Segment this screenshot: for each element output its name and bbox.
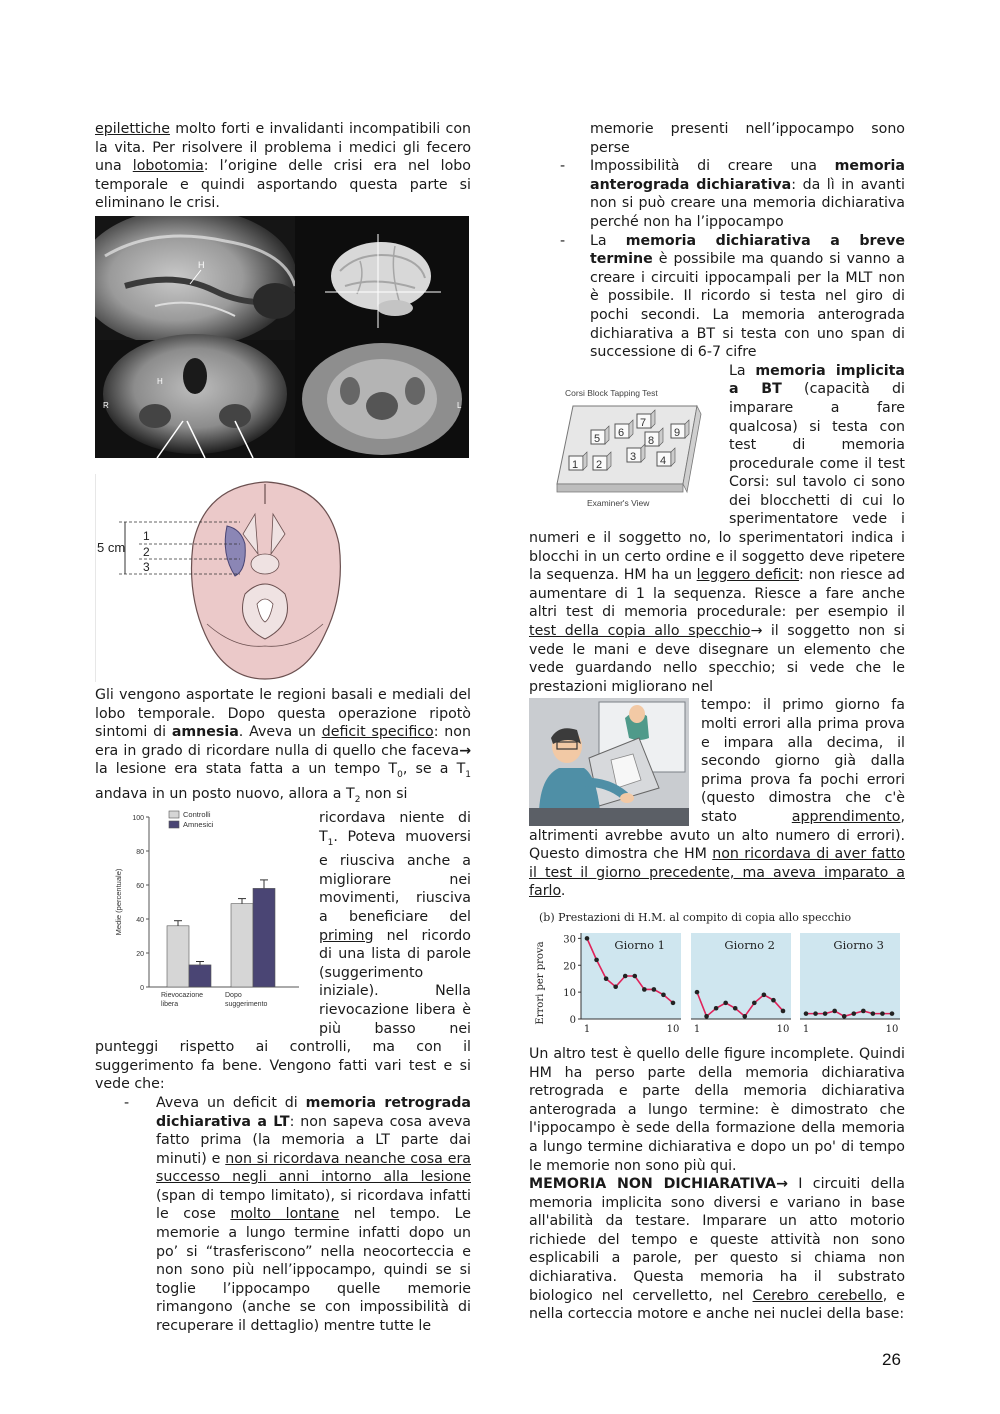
- svg-text:8: 8: [648, 434, 655, 447]
- line-point: [752, 1001, 757, 1006]
- mri-label-l: L: [457, 400, 462, 410]
- corsi-block: [529, 362, 905, 697]
- bar-y-tick-label: 20: [136, 951, 144, 959]
- paragraph-intro: epilettiche molto forti e invalidanti incompatibili con la vita. Per risolvere il problema i medici gli fecero una lobotomia: l’origine delle crisi era nel lobo temporale e quindi asportando questa parte si eliminano le crisi.: [95, 121, 471, 212]
- bar-y-axis-label: Medie (percentuale): [114, 868, 123, 936]
- bullet-list-right: [529, 120, 905, 362]
- svg-text:4: 4: [660, 454, 667, 467]
- line-chart-title: (b) Prestazioni di H.M. al compito di copia allo specchio: [539, 910, 852, 924]
- arrow-icon: →: [750, 623, 763, 640]
- mri-brain-figure: [95, 216, 469, 458]
- bar-category-label: Rievocazione: [161, 992, 204, 1000]
- line-x-tick-label: 1: [802, 1023, 810, 1035]
- line-point: [823, 1011, 828, 1016]
- line-chart-y-label: Errori per prova: [535, 941, 546, 1025]
- term-memoria-retrograda: memoria retrograda dichiarativa a LT: [156, 1094, 471, 1130]
- line-point: [742, 1014, 747, 1019]
- line-panel-title: Giorno 3: [833, 937, 884, 952]
- svg-text:9: 9: [674, 426, 681, 439]
- line-panel-title: Giorno 1: [614, 937, 665, 952]
- line-point: [804, 1011, 809, 1016]
- paragraph-memoria-implicita: La memoria implicita a BT (capacità di imparare a fare qualcosa) si testa con test di memoria procedurale come il test Corsi: sul tavolo ci sono dei blocchetti di cui lo sperimentatore vede i numeri e il soggetto no, lo sperimentatori indica i blocchi in un certo ordine e il soggetto deve ripetere la sequenza. HM ha un leggero deficit: non riesce ad aumentare di 1 la sequenza. Riesce a fare anche altri test di memoria procedurale: per esempio il test della copia allo specchio→ il soggetto non si vede le mani e deve disegnare un elemento che vede guardando nello specchio; si vede che le prestazioni migliorano nel: [529, 362, 906, 695]
- brain-3d-render: [295, 216, 469, 340]
- svg-text:6: 6: [618, 426, 625, 439]
- term-memoria-breve-termine: memoria dichiarativa a breve termine: [590, 232, 905, 268]
- line-point: [890, 1011, 895, 1016]
- legend-label-amnesici: Amnesici: [183, 820, 214, 830]
- line-point: [642, 987, 647, 992]
- bullet-list-left: [95, 1094, 471, 1336]
- bullet-retrograda: - Aveva un deficit di memoria retrograda dichiarativa a LT: non sapeva cosa aveva fatto prima (la memoria a LT parte dai minuti) e non si ricordava neanche cosa era successo negli anni intorno alla lesione (span di tempo limitato), si ricordava infatti le cose molto lontane nel tempo. Le memorie a lungo termine infatti dopo un po’ si “trasferiscono” nella neocorteccia e non sono più nell’ippocampo, quindi se si toglie l’ippocampo quelle memorie rimangono (anche se con impossibilità di recuperare il dettaglio) mentre tutte le: [124, 1094, 471, 1335]
- corsi-test-figure: [529, 384, 725, 512]
- priming-block: [95, 809, 471, 1094]
- left-column: [95, 120, 471, 1336]
- line-point: [695, 990, 700, 995]
- priming-bar-chart: [95, 809, 311, 1021]
- mirror-tracing-line-chart: [529, 909, 905, 1041]
- legend-swatch-amnesici: [169, 821, 179, 828]
- line-point: [842, 1014, 847, 1019]
- bar-y-tick-label: 60: [136, 883, 144, 891]
- line-point: [671, 1001, 676, 1006]
- bar-category-label: suggerimento: [225, 1001, 268, 1009]
- scale-mark-2: 2: [143, 544, 150, 559]
- line-panel-title: Giorno 2: [724, 937, 775, 952]
- bar-amnesici-1: [253, 889, 275, 988]
- mri-label-h: H: [198, 259, 205, 270]
- scale-mark-1: 1: [143, 528, 150, 543]
- line-x-tick-label: 1: [583, 1023, 591, 1035]
- legend-swatch-controlli: [169, 811, 179, 818]
- term-memoria-non-dichiarativa: MEMORIA NON DICHIARATIVA: [529, 1176, 776, 1193]
- right-column: [529, 120, 905, 1324]
- legend-label-controlli: Controlli: [183, 810, 211, 820]
- line-point: [585, 936, 590, 941]
- paragraph-figure-incomplete: Un altro test è quello delle figure incomplete. Quindi HM ha perso parte della memoria dichiarativa retrograda e parte della memoria dichiarativa anterograda a lungo termine: è dimostrato che l'ippocampo è sede della formazione della memoria a lungo termine dichiarativa e dopo un po' di tempo le memorie non sono più qui.: [529, 1045, 905, 1174]
- svg-text:2: 2: [596, 458, 603, 471]
- term-amnesia: amnesia: [171, 724, 239, 741]
- mirror-block: [529, 696, 905, 901]
- term-cerebro-cerebello: Cerebro cerebello: [752, 1287, 883, 1304]
- line-y-tick-label: 0: [569, 1014, 576, 1026]
- term-test-copia-specchio: test della copia allo specchio: [529, 623, 751, 640]
- scale-label: 5 cm: [97, 539, 126, 555]
- line-point: [781, 1009, 786, 1014]
- svg-text:1: 1: [572, 458, 579, 471]
- line-point: [832, 1009, 837, 1014]
- line-point: [604, 976, 609, 981]
- coronal-mri: [95, 334, 295, 458]
- term-deficit-specifico: deficit specifico: [321, 724, 434, 741]
- line-point: [652, 987, 657, 992]
- line-point: [714, 1006, 719, 1011]
- bullet-continuation: memorie presenti nell’ippocampo sono perse: [590, 121, 905, 156]
- line-point: [851, 1011, 856, 1016]
- line-x-tick-label: 10: [776, 1023, 790, 1035]
- bar-y-tick-label: 80: [136, 849, 144, 857]
- bullet-anterograda: - Impossibilità di creare una memoria anterograda dichiarativa: da lì in avanti non si può creare una memoria dichiarativa perché non ha l’ippocampo: [560, 158, 905, 230]
- paragraph-memoria-non-dichiarativa: MEMORIA NON DICHIARATIVA→ I circuiti della memoria implicita sono diversi e variano in base all'abilità da testare. Imparare un atto motorio richiede del tempo e queste attività non sono esplicabili a parole, per questo si chiama non dichiarativa. Questa memoria ha il substrato biologico nel cervelletto, nel Cerebro cerebello, e nella corteccia motore e anche nei nuclei della base:: [529, 1176, 906, 1323]
- line-y-tick-label: 10: [563, 988, 576, 1000]
- line-point: [623, 974, 628, 979]
- svg-text:7: 7: [640, 416, 647, 429]
- bar-controlli-0: [167, 926, 189, 987]
- axial-mri: [295, 340, 469, 458]
- page-number: 26: [882, 1350, 901, 1369]
- line-x-tick-label: 10: [666, 1023, 680, 1035]
- term-apprendimento: apprendimento: [791, 808, 901, 825]
- bar-amnesici-0: [189, 965, 211, 987]
- corsi-caption: Examiner's View: [587, 497, 650, 508]
- bar-category-label: Dopo: [225, 992, 242, 1000]
- line-point: [594, 958, 599, 963]
- term-priming: priming: [319, 927, 374, 944]
- line-point: [613, 984, 618, 989]
- mirror-drawing-illustration: [529, 698, 689, 826]
- line-point: [771, 998, 776, 1003]
- line-x-tick-label: 10: [885, 1023, 899, 1035]
- svg-text:3: 3: [630, 450, 637, 463]
- line-point: [733, 1006, 738, 1011]
- line-point: [861, 1009, 866, 1014]
- arrow-icon: →: [775, 1176, 788, 1193]
- line-point: [880, 1011, 885, 1016]
- bar-y-tick-label: 40: [136, 917, 144, 925]
- term-memoria-anterograda: memoria anterograda dichiarativa: [590, 158, 905, 193]
- bar-category-label: libera: [161, 1001, 179, 1009]
- line-point: [661, 992, 666, 997]
- line-point: [813, 1011, 818, 1016]
- line-point: [723, 1001, 728, 1006]
- line-point: [632, 974, 637, 979]
- line-point: [871, 1011, 876, 1016]
- bar-controlli-1: [231, 904, 253, 987]
- paragraph-priming: ricordava niente di $T_1$. Poteva muoversi e riusciva anche a migliorare nei movimenti, riusciva a beneficiare del priming nel ricordo di una lista di parole (suggerimento iniziale). Nella rievocazione libera è più basso nei punteggi rispetto ai controlli, ma con il suggerimento fa bene. Vengono fatti vari test e si vede che:: [95, 810, 471, 1093]
- brain-ventral-diagram: [95, 474, 469, 684]
- paragraph-amnesia: Gli vengono asportate le regioni basali e mediali del lobo temporale. Dopo questa operazione ripotò sintomi di amnesia. Aveva un deficit specifico: non era in grado di ricordare nulla di quello che faceva→ la lesione era stata fatta a un tempo $T_0$, se a $T_1$ andava in un posto nuovo, allora a $T_2$ non si: [95, 686, 471, 805]
- bullet-breve-termine: - La memoria dichiarativa a breve termine è possibile ma quando si vanno a creare i circuiti ippocampali per la MLT non è possibile. Il ricordo si testa nel giro di pochi secondi. La memoria anterograda dichiarativa a BT si testa con uno span di successione di 6-7 cifre: [560, 232, 905, 361]
- line-y-tick-label: 30: [563, 934, 576, 946]
- scale-mark-3: 3: [143, 559, 150, 574]
- mri-label-r: R: [103, 400, 109, 410]
- bar-y-tick-label: 0: [140, 985, 144, 993]
- term-memoria-implicita: memoria implicita a BT: [729, 362, 906, 398]
- line-point: [762, 992, 767, 997]
- paragraph-apprendimento: tempo: il primo giorno fa molti errori alla prima prova e impara alla decima, il secondo giorno già dalla prima prova fa pochi errori (questo dimostra che c'è stato apprendimento, altrimenti avrebbe avuto un alto numero di errori). Questo dimostra che HM non ricordava di aver fatto il test il giorno precedente, ma aveva imparato a farlo.: [529, 697, 905, 900]
- term-lobotomia: lobotomia: [132, 158, 204, 175]
- line-point: [704, 1014, 709, 1019]
- sagittal-mri: [95, 216, 297, 348]
- arrow-icon: →: [459, 742, 471, 759]
- corsi-title: Corsi Block Tapping Test: [565, 387, 658, 398]
- line-y-tick-label: 20: [563, 961, 576, 973]
- line-x-tick-label: 1: [693, 1023, 701, 1035]
- term-epilettiche: epilettiche: [95, 121, 170, 137]
- svg-text:5: 5: [594, 432, 601, 445]
- bar-y-tick-label: 100: [132, 815, 144, 823]
- mri-label-h-coronal: H: [157, 376, 163, 386]
